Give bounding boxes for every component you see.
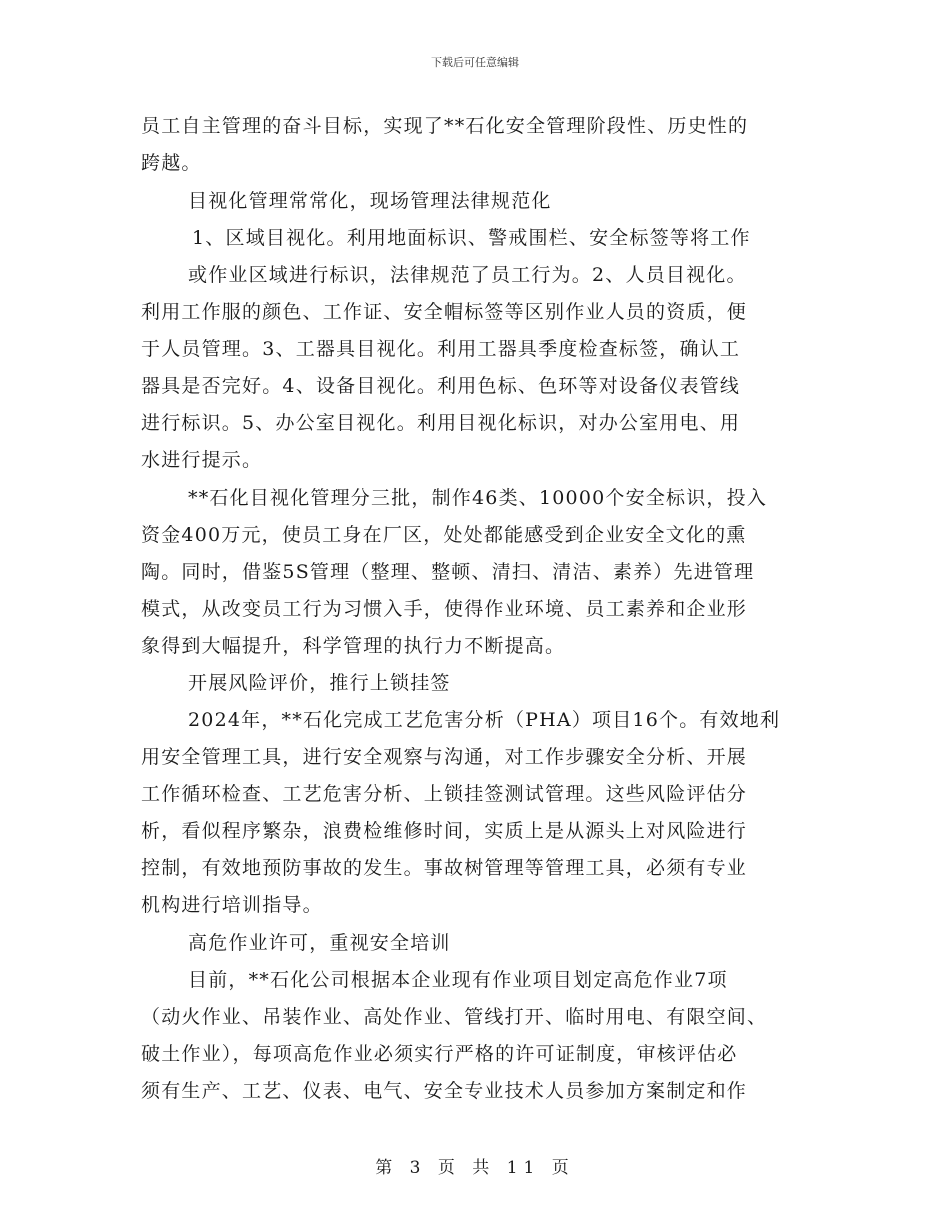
text-line: 器具是否完好。4、设备目视化。利用色标、色环等对设备仪表管线 — [141, 375, 741, 397]
text-line: 进行标识。5、办公室目视化。利用目视化标识，对办公室用电、用 — [141, 412, 741, 434]
text-line: 机构进行培训指导。 — [141, 894, 323, 916]
section-heading: 高危作业许可，重视安全培训 — [188, 932, 451, 954]
text-line: （动火作业、吊装作业、高处作业、管线打开、临时用电、有限空间、 — [141, 1006, 768, 1028]
text-line: 控制，有效地预防事故的发生。事故树管理等管理工具，必须有专业 — [141, 857, 748, 879]
text-line: 资金400万元，使员工身在厂区，处处都能感受到企业安全文化的熏 — [141, 524, 747, 546]
text-line: 或作业区域进行标识，法律规范了员工行为。2、人员目视化。 — [188, 264, 747, 286]
text-line: 水进行提示。 — [141, 449, 263, 471]
text-line: 须有生产、工艺、仪表、电气、安全专业技术人员参加方案制定和作 — [141, 1080, 748, 1102]
text-line: 用安全管理工具，进行安全观察与沟通，对工作步骤安全分析、开展 — [141, 746, 748, 768]
text-line: 员工自主管理的奋斗目标，实现了**石化安全管理阶段性、历史性的 — [141, 115, 749, 137]
text-line: 2024年，**石化完成工艺危害分析（PHA）项目16个。有效地利 — [188, 709, 781, 731]
text-line: **石化目视化管理分三批，制作46类、10000个安全标识，投入 — [188, 487, 768, 509]
text-line: 工作循环检查、工艺危害分析、上锁挂签测试管理。这些风险评估分 — [141, 783, 748, 805]
page-number: 第 3 页 共 11 页 — [375, 1158, 575, 1178]
text-line: 模式，从改变员工行为习惯入手，使得作业环境、员工素养和企业形 — [141, 598, 748, 620]
text-line: 象得到大幅提升，科学管理的执行力不断提高。 — [141, 635, 566, 657]
text-line: 目前，**石化公司根据本企业现有作业项目划定高危作业7项 — [188, 969, 728, 991]
text-line: 1、区域目视化。利用地面标识、警戒围栏、安全标签等将工作 — [192, 227, 751, 249]
text-line: 于人员管理。3、工器具目视化。利用工器具季度检查标签，确认工 — [141, 338, 741, 360]
text-line: 析，看似程序繁杂，浪费检维修时间，实质上是从源头上对风险进行 — [141, 820, 748, 842]
page-header: 下载后可任意编辑 — [431, 56, 519, 69]
text-line: 利用工作服的颜色、工作证、安全帽标签等区别作业人员的资质，便 — [141, 301, 748, 323]
text-line: 陶。同时，借鉴5S管理（整理、整顿、清扫、清洁、素养）先进管理 — [141, 561, 755, 583]
text-line: 破土作业），每项高危作业必须实行严格的许可证制度，审核评估必 — [141, 1043, 738, 1065]
text-line: 跨越。 — [141, 152, 202, 174]
section-heading: 开展风险评价，推行上锁挂签 — [188, 672, 451, 694]
section-heading: 目视化管理常常化，现场管理法律规范化 — [188, 190, 552, 212]
